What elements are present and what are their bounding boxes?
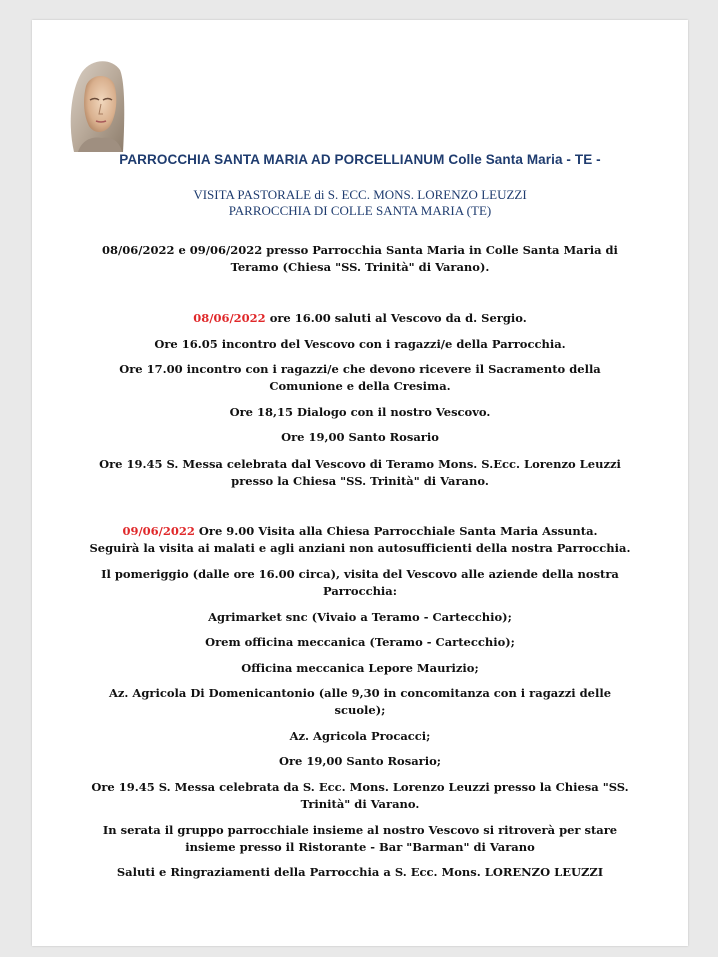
visit-title-line2: PARROCCHIA DI COLLE SANTA MARIA (TE) [228, 203, 492, 218]
day1-item: Ore 19,00 Santo Rosario [281, 430, 439, 444]
day2-item: Trinità" di Varano. [300, 797, 420, 811]
day2-item: Az. Agricola Procacci; [289, 729, 431, 743]
intro-line-1: 08/06/2022 e 09/06/2022 presso Parrocchia Santa Maria in Colle Santa Maria di [102, 243, 618, 257]
day2-first-text: Ore 9.00 Visita alla Chiesa Parrocchiale Santa Maria Assunta. [194, 524, 598, 538]
day1-item: presso la Chiesa "SS. Trinità" di Varano. [231, 474, 489, 488]
day2-item: Parrocchia: [322, 584, 397, 598]
day1-item: Comunione e della Cresima. [269, 379, 451, 393]
intro-line-2: Teramo (Chiesa "SS. Trinità" di Varano). [230, 260, 490, 274]
day2-item: Saluti e Ringraziamenti della Parrocchia a S. Ecc. Mons. LORENZO LEUZZI [116, 865, 604, 879]
document-page [32, 20, 688, 946]
day1-first-text: ore 16.00 saluti al Vescovo da d. Sergio. [265, 311, 527, 325]
day1-item: Ore 16.05 incontro del Vescovo con i ragazzi/e della Parrocchia. [154, 337, 566, 351]
day2-item: scuole); [334, 703, 386, 717]
day1-item: Ore 18,15 Dialogo con il nostro Vescovo. [229, 405, 491, 419]
visit-title [32, 187, 688, 219]
day1-first-line [68, 310, 652, 327]
day2-item: Orem officina meccanica (Teramo - Cartecchio); [205, 635, 515, 649]
day2-item: Ore 19.45 S. Messa celebrata da S. Ecc. Mons. Lorenzo Leuzzi presso la Chiesa "SS. [91, 780, 629, 794]
day1-item: Ore 17.00 incontro con i ragazzi/e che devono ricevere il Sacramento della [119, 362, 601, 376]
day2-date: 09/06/2022 [122, 524, 195, 538]
day2-first-line [68, 523, 652, 540]
day2-item: Seguirà la visita ai malati e agli anziani non autosufficienti della nostra Parrocchia. [89, 541, 631, 555]
visit-title-line1: VISITA PASTORALE di S. ECC. MONS. LORENZO LEUZZI [193, 187, 527, 202]
day2-item: Az. Agricola Di Domenicantonio (alle 9,30 in concomitanza con i ragazzi delle [108, 686, 612, 700]
day2-item: Officina meccanica Lepore Maurizio; [241, 661, 479, 675]
madonna-portrait-icon [68, 56, 125, 152]
day1-date: 08/06/2022 [193, 311, 266, 325]
day2-item: Il pomeriggio (dalle ore 16.00 circa), visita del Vescovo alle aziende della nostra [101, 567, 619, 581]
day2-item: Agrimarket snc (Vivaio a Teramo - Cartecchio); [208, 610, 512, 624]
day2-item: In serata il gruppo parrocchiale insieme al nostro Vescovo si ritroverà per stare [102, 823, 618, 837]
madonna-portrait-image [68, 56, 125, 152]
day2-item: Ore 19,00 Santo Rosario; [278, 754, 441, 768]
day2-item: insieme presso il Ristorante - Bar "Barman" di Varano [185, 840, 535, 854]
day1-item: Ore 19.45 S. Messa celebrata dal Vescovo di Teramo Mons. S.Ecc. Lorenzo Leuzzi [99, 457, 621, 471]
parish-header: PARROCCHIA SANTA MARIA AD PORCELLIANUM Colle Santa Maria - TE - [119, 152, 601, 167]
